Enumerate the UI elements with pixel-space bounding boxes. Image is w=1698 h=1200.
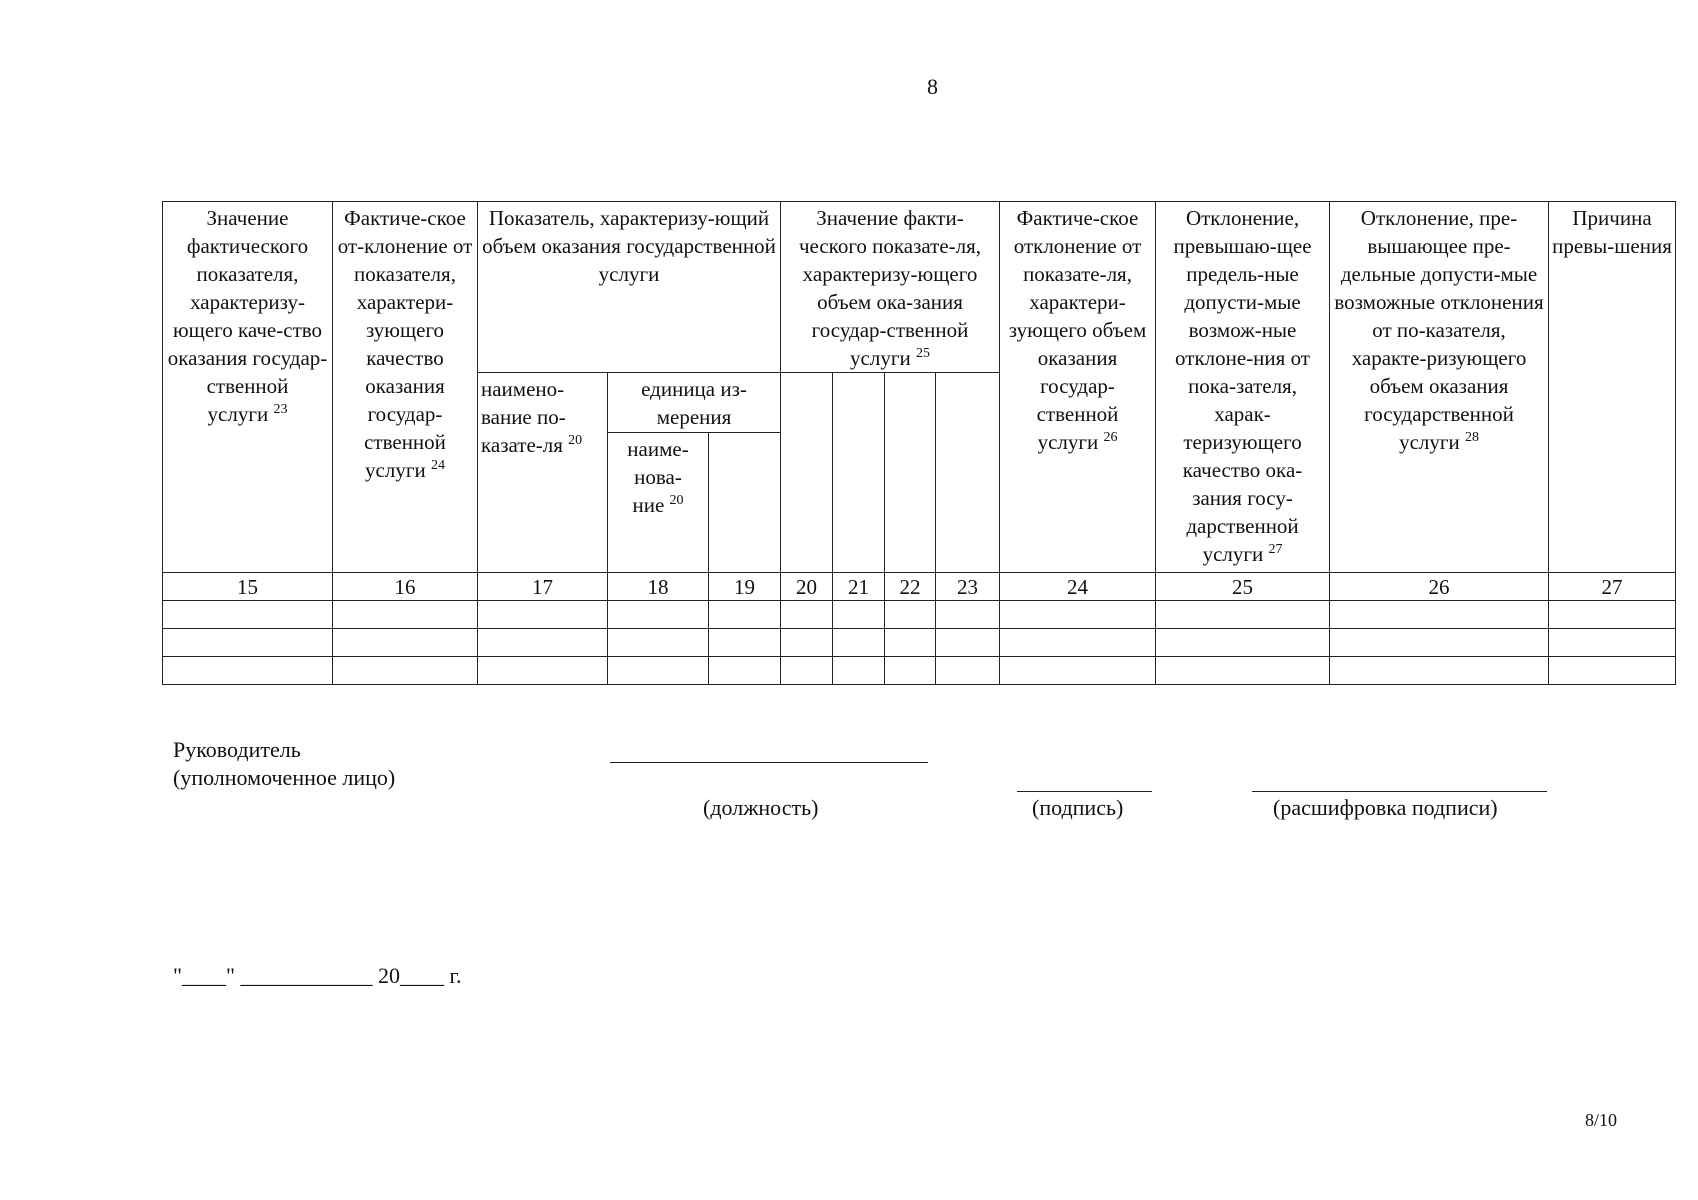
col-number: 26 bbox=[1330, 573, 1549, 601]
table-cell[interactable] bbox=[163, 657, 333, 685]
header-col-23 bbox=[936, 373, 1000, 573]
table-cell[interactable] bbox=[781, 657, 833, 685]
table-cell[interactable] bbox=[478, 629, 608, 657]
table-cell[interactable] bbox=[333, 657, 478, 685]
col-number: 16 bbox=[333, 573, 478, 601]
header-col-19 bbox=[709, 433, 781, 573]
table-cell[interactable] bbox=[885, 657, 936, 685]
col-number: 25 bbox=[1156, 573, 1330, 601]
table-cell[interactable] bbox=[936, 629, 1000, 657]
header-col-20 bbox=[781, 373, 833, 573]
decoding-caption: (расшифровка подписи) bbox=[1273, 795, 1498, 820]
table-cell[interactable] bbox=[1000, 657, 1156, 685]
table-cell[interactable] bbox=[781, 629, 833, 657]
table-cell[interactable] bbox=[709, 657, 781, 685]
table-cell[interactable] bbox=[936, 657, 1000, 685]
table-cell[interactable] bbox=[478, 601, 608, 629]
col-number: 24 bbox=[1000, 573, 1156, 601]
col-number: 22 bbox=[885, 573, 936, 601]
table-cell[interactable] bbox=[885, 601, 936, 629]
header-row-1 bbox=[163, 202, 1676, 373]
table-cell[interactable] bbox=[1000, 629, 1156, 657]
header-col-26: Отклонение, пре-вышающее пре-дельные допусти-мые возможные отклонения от по-казателя, характе-ризующего объем оказания государственной услуги $^{28}$ bbox=[1330, 202, 1549, 573]
position-caption: (должность) bbox=[703, 795, 819, 820]
header-volume-indicator-group: Показатель, характеризу-ющий объем оказания государственной услуги bbox=[478, 202, 781, 373]
position-line[interactable] bbox=[610, 762, 928, 763]
table-cell[interactable] bbox=[1549, 629, 1676, 657]
col-number: 19 bbox=[709, 573, 781, 601]
footer-page-counter: 8/10 bbox=[1585, 1110, 1618, 1130]
table-cell[interactable] bbox=[781, 601, 833, 629]
table-cell[interactable] bbox=[333, 629, 478, 657]
col-number: 27 bbox=[1549, 573, 1676, 601]
table-cell[interactable] bbox=[885, 629, 936, 657]
table-row bbox=[163, 657, 1676, 685]
table-cell[interactable] bbox=[709, 601, 781, 629]
header-volume-value-group: Значение факти-ческого показате-ля, характеризу-ющего объем ока-зания государ-ственной услуги $^{25}$ bbox=[781, 202, 1000, 373]
col-number: 21 bbox=[833, 573, 885, 601]
signature-caption: (подпись) bbox=[1032, 795, 1124, 820]
table-cell[interactable] bbox=[709, 629, 781, 657]
decoding-line[interactable] bbox=[1252, 791, 1547, 792]
table-cell[interactable] bbox=[1549, 601, 1676, 629]
table-cell[interactable] bbox=[478, 657, 608, 685]
table-row bbox=[163, 629, 1676, 657]
header-col-22 bbox=[885, 373, 936, 573]
table-cell[interactable] bbox=[833, 629, 885, 657]
table-cell[interactable] bbox=[1156, 601, 1330, 629]
header-col-21 bbox=[833, 373, 885, 573]
col-number: 17 bbox=[478, 573, 608, 601]
table-cell[interactable] bbox=[1549, 657, 1676, 685]
header-col-16: Фактиче-ское от-клонение от показателя, характери-зующего качество оказания государ-ственной услуги $^{24}$ bbox=[333, 202, 478, 573]
header-col-24: Фактиче-ское отклонение от показате-ля, характери-зующего объем оказания государ-ственной услуги $^{26}$ bbox=[1000, 202, 1156, 573]
head-label: Руководитель (уполномоченное лицо) bbox=[173, 737, 396, 790]
table-cell[interactable] bbox=[608, 601, 709, 629]
table-cell[interactable] bbox=[936, 601, 1000, 629]
col-number: 15 bbox=[163, 573, 333, 601]
table-cell[interactable] bbox=[1000, 601, 1156, 629]
table-cell[interactable] bbox=[608, 629, 709, 657]
page-number: 8 bbox=[927, 74, 938, 99]
table-cell[interactable] bbox=[833, 601, 885, 629]
header-col-18: наиме-нова-ние $^{20}$ bbox=[608, 433, 709, 573]
table-cell[interactable] bbox=[333, 601, 478, 629]
col-number: 18 bbox=[608, 573, 709, 601]
signature-line[interactable] bbox=[1017, 791, 1152, 792]
col-number: 20 bbox=[781, 573, 833, 601]
date-line[interactable]: "____" ____________ 20____ г. bbox=[173, 963, 462, 988]
header-col-25: Отклонение, превышаю-щее предель-ные допусти-мые возмож-ные отклоне-ния от пока-зателя, харак-теризующего качество ока-зания госу-дарственной услуги $^{27}$ bbox=[1156, 202, 1330, 573]
table-cell[interactable] bbox=[1156, 629, 1330, 657]
table-cell[interactable] bbox=[1330, 657, 1549, 685]
col-number: 23 bbox=[936, 573, 1000, 601]
header-unit-group: единица из-мерения bbox=[608, 373, 781, 433]
table-cell[interactable] bbox=[1330, 601, 1549, 629]
table-cell[interactable] bbox=[1156, 657, 1330, 685]
table-cell[interactable] bbox=[163, 629, 333, 657]
table-row bbox=[163, 601, 1676, 629]
table-cell[interactable] bbox=[163, 601, 333, 629]
header-col-15: Значение фактического показателя, характеризу-ющего каче-ство оказания государ-ственной услуги $^{23}$ bbox=[163, 202, 333, 573]
table-cell[interactable] bbox=[1330, 629, 1549, 657]
column-number-row bbox=[163, 573, 1676, 601]
header-col-27: Причина превы-шения bbox=[1549, 202, 1676, 573]
report-table bbox=[162, 201, 1676, 685]
table-cell[interactable] bbox=[608, 657, 709, 685]
table-cell[interactable] bbox=[833, 657, 885, 685]
header-col-17: наимено-вание по-казате-ля $^{20}$ bbox=[478, 373, 608, 573]
